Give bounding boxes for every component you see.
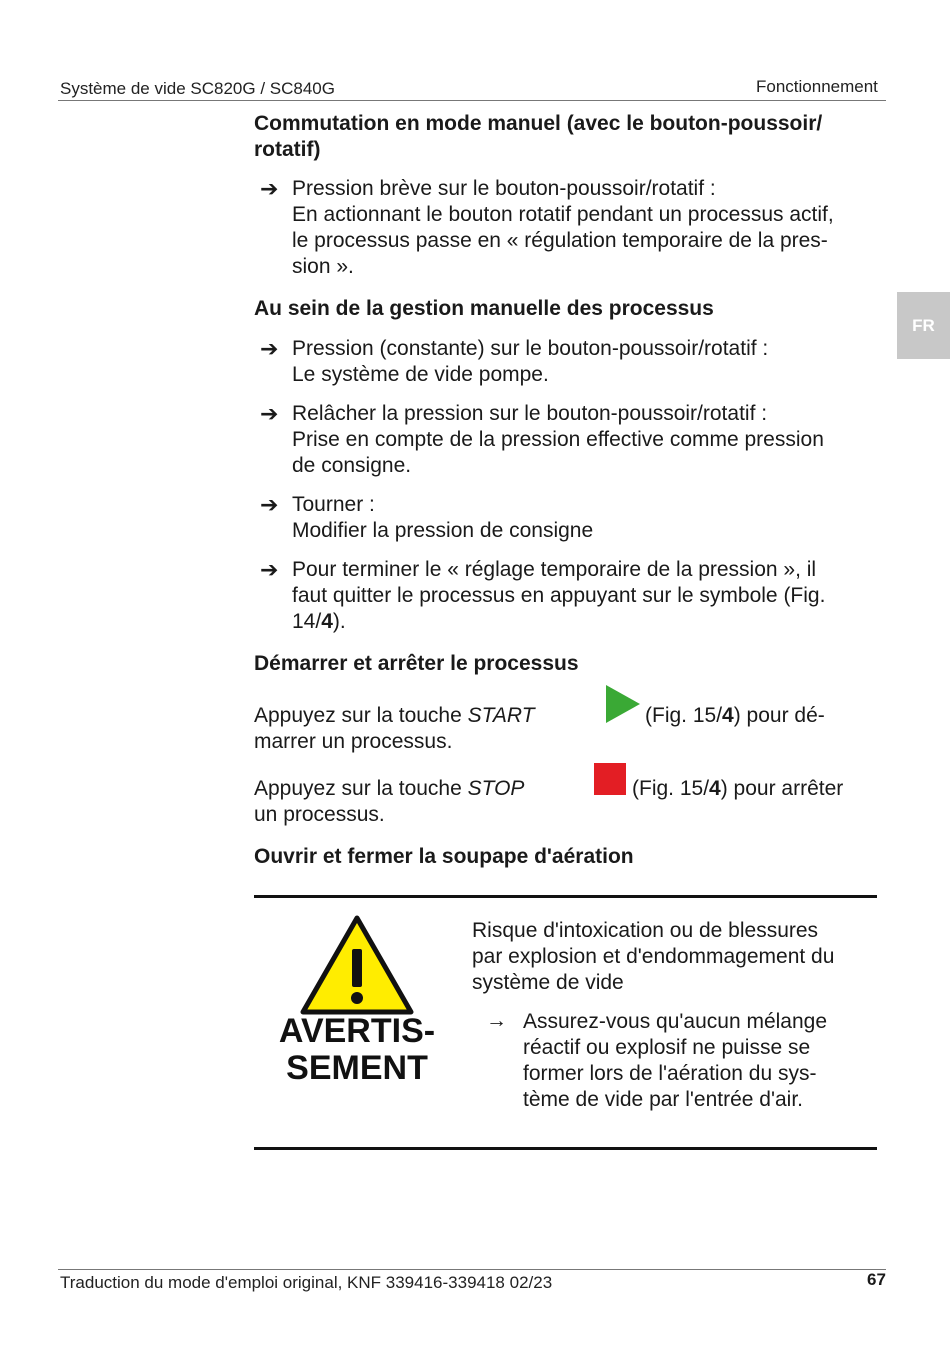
arrow-icon: ➔	[260, 557, 279, 582]
arrow-icon: →	[486, 1009, 507, 1032]
arrow-icon: ➔	[260, 401, 279, 426]
section-heading: Commutation en mode manuel (avec le bouton-poussoir/	[254, 112, 823, 135]
page-number: 67	[867, 1270, 886, 1289]
start-instruction-cont: marrer un processus.	[254, 730, 453, 753]
list-item	[254, 176, 879, 280]
stop-fig-ref: (Fig. 15/4) pour arrêter	[632, 777, 844, 800]
stop-square-icon	[594, 763, 626, 795]
footer-text: Traduction du mode d'emploi original, KNF 339416-339418 02/23	[60, 1273, 553, 1292]
warning-title: AVERTIS- SEMENT	[278, 1012, 436, 1087]
section-heading-cont: rotatif)	[254, 138, 321, 161]
stop-instruction-cont: un processus.	[254, 803, 385, 826]
language-tab: FR	[897, 292, 950, 359]
arrow-icon: ➔	[260, 492, 279, 517]
start-fig-ref: (Fig. 15/4) pour dé-	[645, 704, 825, 727]
list-item	[254, 336, 879, 388]
list-item	[254, 401, 879, 479]
list-item	[254, 492, 879, 544]
start-play-icon	[605, 684, 641, 724]
list-item-text: Tourner : Modifier la pression de consigne	[292, 493, 594, 542]
footer-rule	[58, 1269, 886, 1270]
list-item-text: Pour terminer le « réglage temporaire de la pression », il faut quitter le processus en appuyant sur le symbole (Fig. 14/4).	[292, 558, 826, 633]
list-item	[254, 557, 879, 635]
arrow-icon: ➔	[260, 176, 279, 201]
stop-instruction: Appuyez sur la touche STOP	[254, 777, 525, 800]
arrow-icon: ➔	[260, 336, 279, 361]
list-item-text: Relâcher la pression sur le bouton-poussoir/rotatif : Prise en compte de la pression effective comme pression de consigne.	[292, 402, 824, 477]
header-section: Fonctionnement	[756, 77, 878, 96]
warning-action-text: Assurez-vous qu'aucun mélange réactif ou explosif ne puisse se former lors de l'aération du sys- tème de vide par l'entrée d'air.	[523, 1010, 828, 1111]
section-heading: Ouvrir et fermer la soupape d'aération	[254, 845, 634, 868]
list-item-text: Pression (constante) sur le bouton-poussoir/rotatif : Le système de vide pompe.	[292, 337, 769, 386]
start-instruction: Appuyez sur la touche START	[254, 704, 535, 727]
warning-top-rule	[254, 895, 877, 898]
warning-bottom-rule	[254, 1147, 877, 1150]
header-rule	[58, 100, 886, 101]
section-heading: Démarrer et arrêter le processus	[254, 652, 579, 675]
section-heading: Au sein de la gestion manuelle des processus	[254, 297, 714, 320]
list-item-text: Pression brève sur le bouton-poussoir/rotatif : En actionnant le bouton rotatif pendant un processus actif, le processus passe en « régulation temporaire de la pres- sion ».	[292, 177, 834, 278]
warning-triangle-icon	[300, 915, 414, 1015]
header-title: Système de vide SC820G / SC840G	[60, 79, 335, 98]
warning-risk-text: Risque d'intoxication ou de blessures par explosion et d'endommagement du système de vide	[472, 919, 835, 994]
